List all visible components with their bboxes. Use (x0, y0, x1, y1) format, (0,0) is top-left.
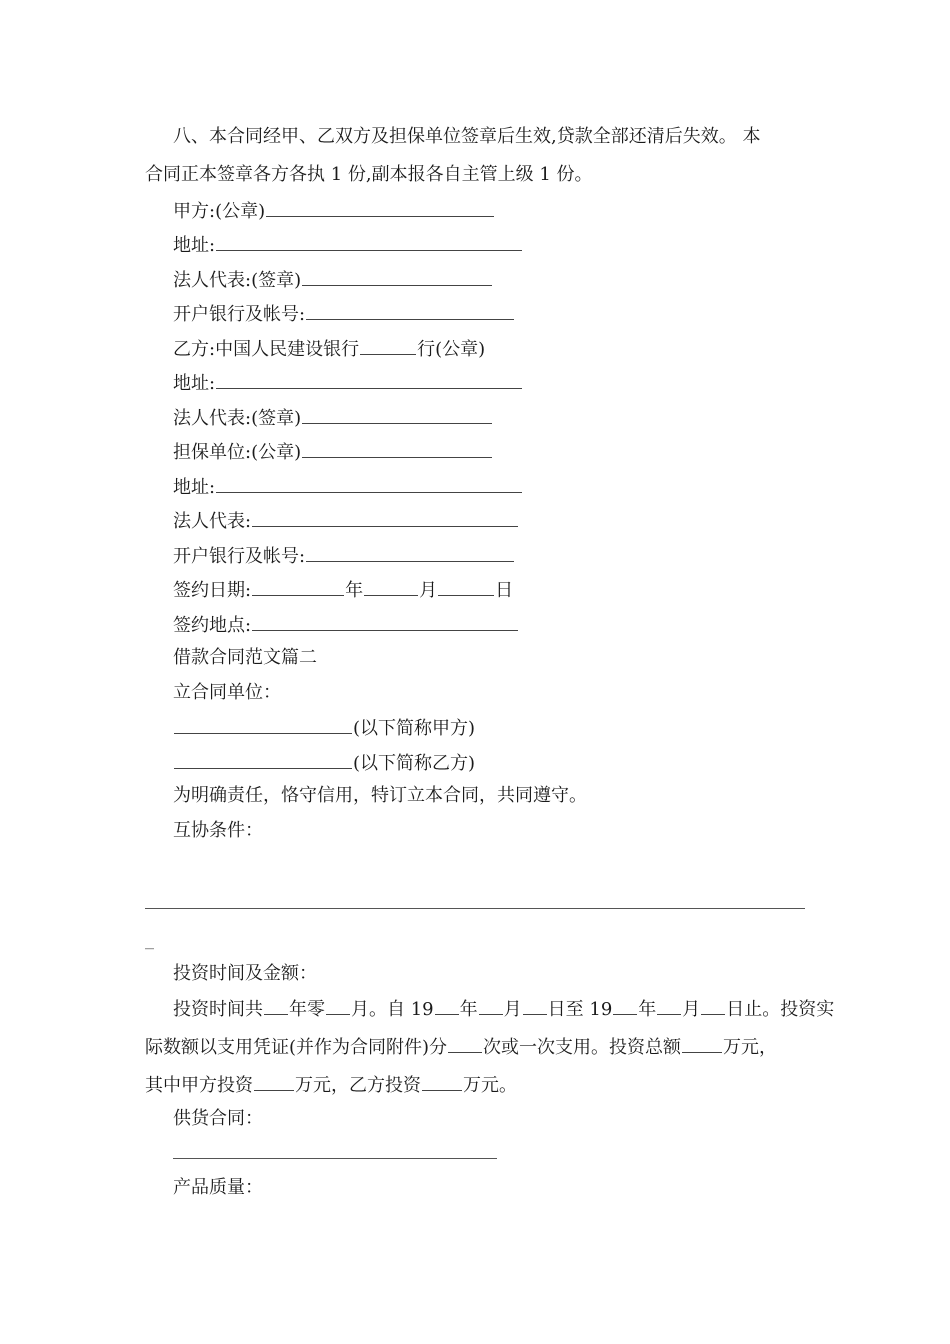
start-year-blank (435, 996, 459, 1015)
bank-account-blank-2 (306, 543, 514, 562)
address-label-1: 地址: (173, 235, 216, 256)
start-month-blank (479, 996, 503, 1015)
installments-blank (448, 1034, 482, 1053)
end-day-blank (701, 996, 725, 1015)
party-a-label: 甲方:(公章) (173, 201, 266, 222)
legal-rep-label-2: 法人代表:(签章) (173, 408, 302, 429)
end-month-blank (657, 996, 681, 1015)
party-a-amount-blank (254, 1072, 294, 1091)
address-line-2 (173, 370, 523, 396)
invest-years-blank (264, 996, 288, 1015)
invest-text-p3c: 万元。 (463, 1075, 517, 1096)
product-quality-label: 产品质量： (173, 1177, 263, 1198)
invest-text-p3b: 万元，乙方投资 (295, 1075, 421, 1096)
party-b-amount-blank (422, 1072, 462, 1091)
address-label-2: 地址: (173, 373, 216, 394)
section-2-title: 借款合同范文篇二 (173, 647, 317, 668)
start-day-blank (523, 996, 547, 1015)
address-label-3: 地址: (173, 477, 216, 498)
day-label: 日 (495, 580, 514, 601)
sign-place-line (173, 612, 519, 638)
invest-text-i: 日止。投资实 (726, 999, 835, 1020)
supply-contract-rule (173, 1158, 497, 1159)
sign-date-line (173, 577, 513, 603)
month-label: 月 (419, 580, 438, 601)
legal-rep-label-3: 法人代表: (173, 511, 252, 532)
invest-text-b: 年零 (289, 999, 325, 1020)
invest-text-c: 月。自 19 (351, 999, 434, 1020)
sign-place-label: 签约地点: (173, 615, 252, 636)
legal-rep-line-2 (173, 405, 493, 431)
bank-account-label-1: 开户银行及帐号: (173, 304, 306, 325)
invest-text-p3a: 其中甲方投资 (145, 1075, 253, 1096)
bank-account-label-2: 开户银行及帐号: (173, 546, 306, 567)
end-year-blank (613, 996, 637, 1015)
address-blank-2 (216, 370, 522, 389)
stray-underscore: _ (145, 929, 154, 950)
supply-contract-label: 供货合同： (173, 1108, 263, 1129)
purpose-statement: 为明确责任，恪守信用，特订立本合同，共同遵守。 (173, 785, 587, 806)
invest-text-g: 年 (638, 999, 657, 1020)
party-a-unit-note: (以下简称甲方) (353, 718, 476, 739)
party-a-line (173, 198, 495, 224)
guarantor-blank (302, 439, 492, 458)
invest-line-3 (145, 1072, 517, 1098)
legal-rep-line-3 (173, 508, 519, 534)
invest-text-e: 月 (503, 999, 522, 1020)
bank-account-line-2 (173, 543, 515, 569)
year-label: 年 (345, 580, 364, 601)
invest-text-d: 年 (459, 999, 478, 1020)
party-b-unit-blank (174, 750, 352, 769)
clause-8-line-2: 合同正本签章各方各执 1 份,副本报各自主管上级 1 份。 (145, 164, 593, 185)
party-a-unit-line (173, 715, 475, 741)
sign-place-blank (252, 612, 518, 631)
bank-account-blank-1 (306, 301, 514, 320)
party-b-prefix: 乙方:中国人民建设银行 (173, 339, 360, 360)
clause-8-line-1: 八、本合同经甲、乙双方及担保单位签章后生效,贷款全部还清后失效。 本 (173, 126, 761, 147)
party-b-suffix: 行(公章) (417, 339, 486, 360)
guarantor-line (173, 439, 493, 465)
legal-rep-blank-1 (302, 267, 492, 286)
mutual-terms-rule (145, 908, 805, 909)
address-blank-1 (216, 232, 522, 251)
party-a-blank (266, 198, 494, 217)
year-blank (252, 577, 344, 596)
parties-label: 立合同单位： (173, 682, 281, 703)
sign-date-label: 签约日期: (173, 580, 252, 601)
address-line-1 (173, 232, 523, 258)
day-blank (438, 577, 494, 596)
party-b-unit-line (173, 750, 475, 776)
invest-line-1 (173, 996, 834, 1022)
legal-rep-blank-2 (302, 405, 492, 424)
invest-label: 投资时间及金额： (173, 963, 317, 984)
invest-text-h: 月 (682, 999, 701, 1020)
invest-text-p2a: 际数额以支用凭证(并作为合同附件)分 (145, 1037, 448, 1058)
legal-rep-blank-3 (252, 508, 518, 527)
invest-text-p2b: 次或一次支用。投资总额 (483, 1037, 682, 1058)
total-amount-blank (682, 1034, 722, 1053)
party-b-line (173, 336, 485, 362)
invest-months-blank (326, 996, 350, 1015)
party-b-unit-note: (以下简称乙方) (353, 753, 476, 774)
guarantor-label: 担保单位:(公章) (173, 442, 302, 463)
address-line-3 (173, 474, 523, 500)
mutual-terms-label: 互协条件： (173, 820, 263, 841)
address-blank-3 (216, 474, 522, 493)
invest-text-a: 投资时间共 (173, 999, 263, 1020)
invest-text-f: 日至 19 (547, 999, 613, 1020)
party-b-branch-blank (360, 336, 416, 355)
invest-text-p2c: 万元， (723, 1037, 778, 1058)
party-a-unit-blank (174, 715, 352, 734)
bank-account-line-1 (173, 301, 515, 327)
legal-rep-label-1: 法人代表:(签章) (173, 270, 302, 291)
invest-line-2 (145, 1034, 777, 1060)
month-blank (364, 577, 418, 596)
legal-rep-line-1 (173, 267, 493, 293)
